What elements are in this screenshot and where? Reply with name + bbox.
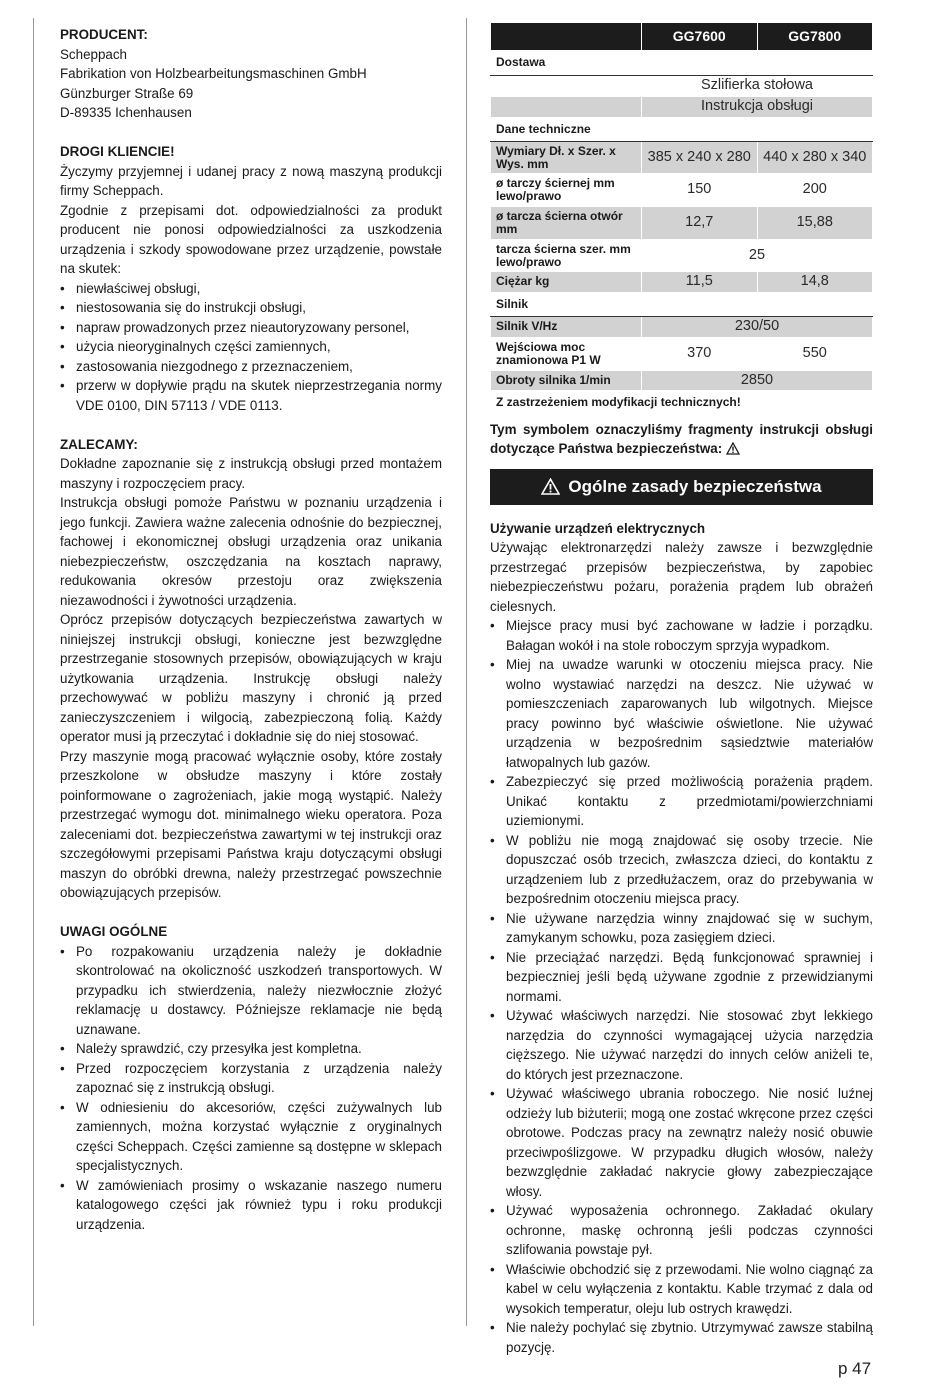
spec-label: ø tarczy ściernej mm lewo/prawo [491,174,642,207]
spec-label: Silnik V/Hz [491,317,642,338]
page-number: p 47 [838,1359,872,1378]
table-note: Z zastrzeżeniem modyfikacji technicznych! [491,391,873,416]
list-item: • niestosowania się do instrukcji obsługi, [60,298,442,318]
spec-value: 2850 [642,370,873,391]
safety-banner-title: Ogólne zasady bezpieczeństwa [568,476,822,496]
general-notes-heading: UWAGI OGÓLNE [60,924,168,939]
spec-label: Obroty silnika 1/min [491,370,642,391]
safety-banner [490,469,873,505]
list-item: • użycia nieoryginalnych części zamiennych, [60,337,442,357]
list-item: • W pobliżu nie mogą znajdować się osoby trzecie. Nie dopuszczać osób trzecich, zwłaszcza dzieci, do kontaktu z urządzeniem lub z przedłużaczem, oraz do przebywania w bezpośrednim otoczeniu miejsca pracy. [490,831,873,909]
motor-section-heading: Silnik [491,292,873,317]
model-header: GG7600 [642,23,758,51]
dear-customer-paragraph: Zgodnie z przepisami dot. odpowiedzialności za produkt producent nie ponosi odpowiedzialności za uszkodzenia urządzenia i szkody spowodowane przez urządzenie, powstałe na skutek: [60,202,442,276]
delivery-item: Szlifierka stołowa [642,75,873,96]
warning-triangle-icon [541,478,560,495]
list-item: • Miejsce pracy musi być zachowane w ładzie i porządku. Bałagan wokół i na stole roboczym sprzyja wypadkom. [490,616,873,655]
list-item: • Używać wyposażenia ochronnego. Zakładać okulary ochronne, maskę ochronną jeśli podczas czynności szlifowania powstaje pył. [490,1201,873,1260]
list-item: • przerw w dopływie prądu na skutek nieprzestrzegania normy VDE 0100, DIN 57113 / VDE 0113. [60,376,442,415]
list-item: • Przed rozpoczęciem korzystania z urządzenia należy zapoznać się z instrukcją obsługi. [60,1059,442,1098]
spec-label: Wymiary Dł. x Szer. x Wys. mm [491,142,642,174]
right-column [490,22,873,1357]
tech-section-heading: Dane techniczne [491,117,873,142]
spec-label: Ciężar kg [491,272,642,293]
spec-value: 12,7 [642,207,758,240]
spec-value: 385 x 240 x 280 [642,142,758,174]
list-item: • Nie należy pochylać się zbytnio. Utrzymywać zawsze stabilną pozycję. [490,1318,873,1357]
producer-line: Fabrikation von Holzbearbeitungsmaschinen GmbH [60,66,367,81]
producer-line: D-89335 Ichenhausen [60,105,192,120]
left-column-rule [33,18,34,1326]
warning-triangle-icon [726,442,740,455]
safety-rules-list [490,616,873,1357]
spec-value: 150 [642,174,758,207]
list-item: • Właściwie obchodzić się z przewodami. Nie wolno ciągnąć za kabel w celu wyłączenia z kontaktu. Kable trzymać z dala od wysokich temperatur, oleju lub ostrych krawędzi. [490,1260,873,1319]
spec-value: 11,5 [642,272,758,293]
list-item: • Używać właściwego ubrania roboczego. Nie nosić luźnej odzieży lub biżuterii; mogą one zostać wkręcone przez części obrotowe. Podczas pracy na zewnątrz należy nosić obuwie przeciwpoślizgowe. W przypadku długich włosów, należy bezwzględnie zakładać nakrycie głowy zabezpieczające włosy. [490,1084,873,1201]
list-item: • zastosowania niezgodnego z przeznaczeniem, [60,357,442,377]
delivery-item: Instrukcja obsługi [642,96,873,117]
producer-heading: PRODUCENT: [60,27,148,42]
electrical-tools-heading: Używanie urządzeń elektrycznych [490,520,706,536]
recommend-paragraph: Dokładne zapoznanie się z instrukcją obsługi przed montażem maszyny i rozpoczęciem pracy. [60,456,442,491]
left-column [60,25,442,1234]
spec-value: 14,8 [757,272,873,293]
general-notes-list [60,942,442,1235]
list-item: • Zabezpieczyć się przed możliwością porażenia prądem. Unikać kontaktu z przedmiotami/powierzchniami uziemionymi. [490,772,873,831]
list-item: • W zamówieniach prosimy o wskazanie naszego numeru katalogowego części jak również typu i roku produkcji urządzenia. [60,1176,442,1235]
spec-value: 550 [757,337,873,370]
spec-value: 200 [757,174,873,207]
list-item: • Po rozpakowaniu urządzenia należy je dokładnie skontrolować na okoliczność uszkodzeń transportowych. W przypadku ich stwierdzenia, należy niezwłocznie złożyć reklamację u dostawcy. Późniejsze reklamacje nie będą uznawane. [60,942,442,1040]
producer-line: Günzburger Straße 69 [60,85,194,101]
center-column-rule [466,18,467,1326]
spec-label: tarcza ścierna szer. mm lewo/prawo [491,240,642,272]
specification-table [490,22,873,416]
list-item: • Nie przeciążać narzędzi. Będą funkcjonować sprawniej i bezpieczniej jeśli będą używane zgodnie z przewidzianymi normami. [490,948,873,1007]
producer-line: Scheppach [60,46,128,62]
list-item: • napraw prowadzonych przez nieautoryzowany personel, [60,318,442,338]
safety-symbol-note [490,420,873,459]
list-item: • W odniesieniu do akcesoriów, części zużywalnych lub zamiennych, można korzystać wyłącznie z oryginalnych części Scheppach. Części zamienne są dostępne w sklepach specjalistycznych. [60,1098,442,1176]
list-item: • Należy sprawdzić, czy przesyłka jest kompletna. [60,1039,442,1059]
spec-value: 15,88 [757,207,873,240]
spec-value: 370 [642,337,758,370]
spec-value: 230/50 [642,317,873,338]
spec-label: ø tarcza ścierna otwór mm [491,207,642,240]
safety-symbol-text: Tym symbolem oznaczyliśmy fragmenty instrukcji obsługi dotyczące Państwa bezpieczeństwa: [490,421,873,456]
list-item: • Używać właściwych narzędzi. Nie stosować zbyt lekkiego narzędzia do czynności wymagającej użycia narzędzia cięższego. Nie używać narzędzi do innych celów aniżeli te, do których jest przeznaczone. [490,1006,873,1084]
recommend-heading: ZALECAMY: [60,436,138,452]
list-item: • Nie używane narzędzia winny znajdować się w suchym, zamykanym schowku, poza zasięgiem dzieci. [490,909,873,948]
electrical-tools-intro: Używając elektronarzędzi należy zawsze i bezwzględnie przestrzegać przepisów bezpieczeństwa, by zapobiec niebezpieczeństwu pożaru, porażenia prądem lub obrażeń cielesnych. [490,540,873,614]
dear-customer-paragraph: Życzymy przyjemnej i udanej pracy z nową maszyną produkcji firmy Scheppach. [60,163,442,198]
dear-customer-heading: DROGI KLIENCIE! [60,144,175,159]
delivery-section-heading: Dostawa [491,51,873,76]
liability-list [60,279,442,416]
recommend-paragraph: Oprócz przepisów dotyczących bezpieczeństwa zawartych w niniejszej instrukcji obsługi, konieczne jest bezwzględne przestrzeganie stosownych przepisów, obowiązujących w kraju użytkowania urządzenia. Instrukcję obsługi należy przechowywać w pobliżu maszyny i chronić ją przed zanieczyszczeniem i wilgocią, zabezpieczoną folią. Każdy operator musi ją przeczytać i dokładnie się do niej stosować. [60,612,442,744]
model-header: GG7800 [757,23,873,51]
spec-label: Wejściowa moc znamionowa P1 W [491,337,642,370]
list-item: • Miej na uwadze warunki w otoczeniu miejsca pracy. Nie wolno wystawiać narzędzi na deszcz. Nie używać w pomieszczeniach zaparowanych lub wilgotnych. Miejsce pracy powinno być właściwie oświetlone. Nie używać urządzenia w bezpośrednim sąsiedztwie materiałów łatwopalnych lub gazów. [490,655,873,772]
recommend-paragraph: Przy maszynie mogą pracować wyłącznie osoby, które zostały przeszkolone w obsłudze maszyny i które zostały poinformowane o zagrożeniach, jakie mogą wystąpić. Należy przestrzegać wymogu dot. minimalnego wieku operatora. Poza zaleceniami dot. bezpieczeństwa zawartymi w tej instrukcji oraz szczegółowymi przepisami Państwa kraju dotyczącymi obsługi maszyn do obróbki drewna, należy przestrzegać powszechnie obowiązujących przepisów. [60,748,442,900]
list-item: • niewłaściwej obsługi, [60,279,442,299]
recommend-paragraph: Instrukcja obsługi pomoże Państwu w poznaniu urządzenia i jego funkcji. Zawiera ważne zalecenia odnośnie do bezpiecznej, fachowej i ekonomicznej obsługi urządzenia oraz unikania niebezpieczeństw, oszczędzania na kosztach naprawy, redukowania okresów przestoju oraz zwiększenia niezawodności i żywotności urządzenia. [60,495,442,608]
spec-value: 25 [642,240,873,272]
spec-value: 440 x 280 x 340 [757,142,873,174]
